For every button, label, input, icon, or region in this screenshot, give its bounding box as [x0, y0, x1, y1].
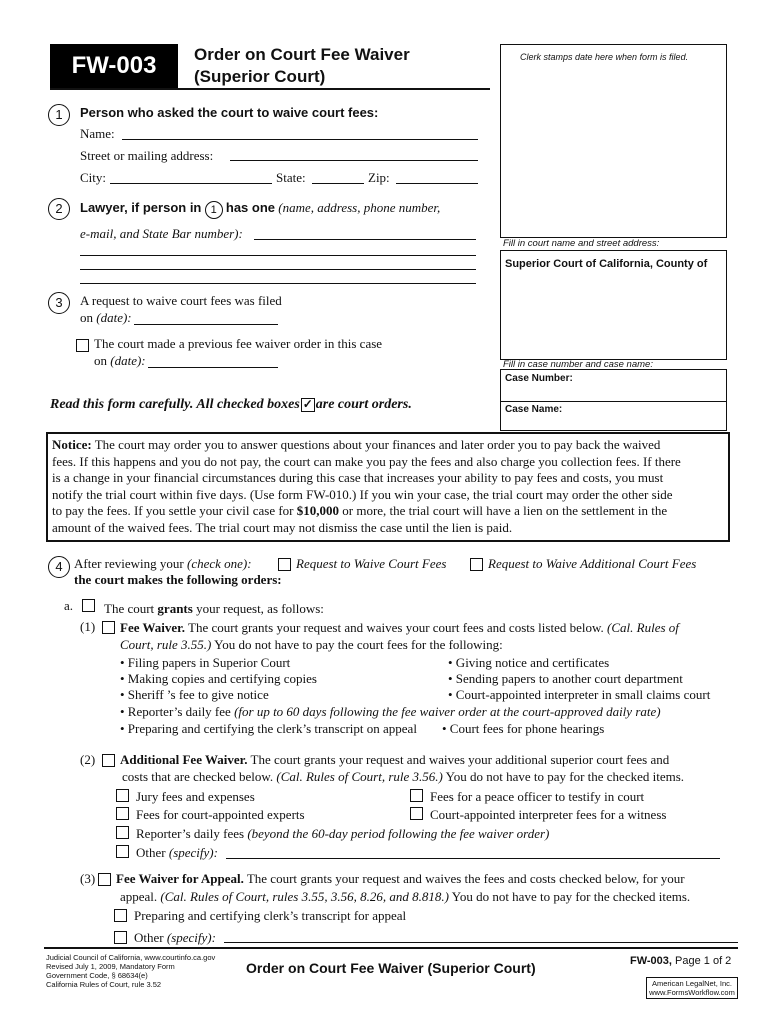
court-fill-label: Fill in court name and street address:: [503, 238, 660, 249]
read-notice: Read this form carefully. All checked boxes ✓ are court orders.: [50, 397, 412, 412]
additional-fee-waiver-checkbox[interactable]: [102, 754, 115, 767]
form-id: FW-003: [71, 52, 157, 79]
fee-waiver-checkbox[interactable]: [102, 621, 115, 634]
grants-text: The court grants your request, as follows:: [104, 601, 324, 616]
legalnet-badge: American LegalNet, Inc. www.FormsWorkflow.com: [646, 977, 738, 999]
lawyer-field-3[interactable]: [80, 269, 476, 270]
additional-fee-line2: costs that are checked below. (Cal. Rules of Court, rule 3.56.) You do not have to pay for the checked items.: [122, 769, 685, 784]
section-4-intro-line2: the court makes the following orders:: [74, 572, 282, 587]
appeal-transcript-label: Preparing and certifying clerk’s transcript for appeal: [134, 908, 407, 923]
filed-date-field[interactable]: [134, 324, 278, 325]
form-id-badge: [50, 44, 178, 88]
fee-waiver-line1: Fee Waiver. The court grants your request and waives your court fees and costs listed below. (Cal. Rules of: [120, 620, 679, 635]
section-3-number: 3: [48, 292, 70, 314]
other-3-label: Other (specify):: [134, 930, 216, 945]
grants-checkbox[interactable]: [82, 599, 95, 612]
peace-officer-checkbox[interactable]: [410, 789, 423, 802]
other-2-checkbox[interactable]: [116, 845, 129, 858]
fee-list-right-3: • Court-appointed interpreter in small claims court: [448, 687, 711, 702]
fee-list-reporter: • Reporter’s daily fee (for up to 60 days following the fee waiver order at the court-approved daily rate): [120, 704, 661, 719]
notice-text: Notice: The court may order you to answer questions about your finances and later order you to pay back the waived fees. If this happens and you do not pay, the court can make you pay the fees and also charge you collection fees. If there is a change in your financial circumstances during this case that increases your ability to pay fees and costs, you must notify the trial court within five days. (Use form FW-010.) If you win your case, the trial court may order the other side to pay the fees. If you settle your civil case for $10,000 or more, the trial court will have a lien on the settlement in the amount of the waived fees. The trial court may not dismiss the case until the lien is paid.: [52, 437, 681, 535]
request-waive-checkbox[interactable]: [278, 558, 291, 571]
section-4-intro: After reviewing your (check one):: [74, 556, 252, 571]
section-3-line1: A request to waive court fees was filed: [80, 293, 282, 308]
lawyer-field-4[interactable]: [80, 283, 476, 284]
request-additional-checkbox[interactable]: [470, 558, 483, 571]
appeal-fee-waiver-checkbox[interactable]: [98, 873, 111, 886]
appeal-fee-line2: appeal. (Cal. Rules of Court, rules 3.55, 3.56, 8.26, and 8.818.) You do not have to pay for the checked items.: [120, 889, 691, 904]
zip-label: Zip:: [368, 170, 390, 185]
city-field[interactable]: [110, 183, 272, 184]
header-rule: [50, 88, 490, 90]
section-4-number: 4: [48, 556, 70, 578]
fee-list-left-2: • Making copies and certifying copies: [120, 671, 317, 686]
other-2-field[interactable]: [226, 858, 720, 859]
court-name: Superior Court of California, County of: [505, 258, 708, 270]
zip-field[interactable]: [396, 183, 478, 184]
reporter-fees-label: Reporter’s daily fees (beyond the 60-day period following the fee waiver order): [136, 826, 550, 841]
footer-title: Order on Court Fee Waiver (Superior Court): [246, 960, 536, 976]
previous-order-line1: The court made a previous fee waiver order in this case: [94, 336, 383, 351]
state-label: State:: [276, 170, 306, 185]
form-title: Order on Court Fee Waiver (Superior Court): [194, 45, 410, 86]
previous-order-checkbox[interactable]: [76, 339, 89, 352]
reporter-fees-checkbox[interactable]: [116, 826, 129, 839]
peace-officer-label: Fees for a peace officer to testify in court: [430, 789, 645, 804]
additional-fee-line1: Additional Fee Waiver. The court grants your request and waives your additional superior court fees and: [120, 752, 670, 767]
experts-label: Fees for court-appointed experts: [136, 807, 305, 822]
state-field[interactable]: [312, 183, 364, 184]
item-3-num: (3): [80, 871, 96, 886]
fee-waiver-line2: Court, rule 3.55.) You do not have to pay the court fees for the following:: [120, 637, 503, 652]
other-3-field[interactable]: [224, 942, 738, 943]
case-fill-label: Fill in case number and case name:: [503, 359, 653, 370]
section-2-heading: Lawyer, if person in 1 has one (name, address, phone number,: [80, 200, 440, 218]
fee-list-left-1: • Filing papers in Superior Court: [120, 655, 291, 670]
fee-list-right-1: • Giving notice and certificates: [448, 655, 610, 670]
checkmark-icon: ✓: [302, 397, 313, 411]
lawyer-field-1[interactable]: [254, 239, 476, 240]
section-3-line2: on (date):: [80, 310, 132, 325]
name-field[interactable]: [122, 139, 478, 140]
appeal-transcript-checkbox[interactable]: [114, 909, 127, 922]
previous-order-date-field[interactable]: [148, 367, 278, 368]
item-2-num: (2): [80, 752, 96, 767]
footer-left: Judicial Council of California, www.courtinfo.ca.gov Revised July 1, 2009, Mandatory Form Government Code, § 68634(e) California Rules of Court, rule 3.52: [46, 953, 216, 989]
section-1-ref: 1: [205, 201, 223, 219]
lawyer-field-2[interactable]: [80, 255, 476, 256]
fee-list-transcript: • Preparing and certifying the clerk’s transcript on appeal: [120, 721, 417, 736]
interpreter-checkbox[interactable]: [410, 807, 423, 820]
other-2-label: Other (specify):: [136, 845, 218, 860]
case-name-label: Case Name:: [505, 404, 563, 415]
item-1-num: (1): [80, 619, 96, 634]
appeal-fee-line1: Fee Waiver for Appeal. The court grants your request and waives the fees and costs checked below, for your: [116, 871, 685, 886]
fee-list-right-2: • Sending papers to another court department: [448, 671, 683, 686]
fee-list-left-3: • Sheriff ’s fee to give notice: [120, 687, 269, 702]
fee-list-phone: • Court fees for phone hearings: [442, 721, 605, 736]
street-field[interactable]: [230, 160, 478, 161]
section-2-number: 2: [48, 198, 70, 220]
clerk-stamp-box: [500, 44, 727, 238]
jury-fees-checkbox[interactable]: [116, 789, 129, 802]
section-2-line2: e-mail, and State Bar number):: [80, 226, 243, 241]
footer-page: FW-003, Page 1 of 2: [630, 955, 732, 967]
experts-checkbox[interactable]: [116, 807, 129, 820]
request-additional-label: Request to Waive Additional Court Fees: [488, 556, 697, 571]
street-label: Street or mailing address:: [80, 148, 214, 163]
city-label: City:: [80, 170, 107, 185]
previous-order-line2: on (date):: [94, 353, 146, 368]
other-3-checkbox[interactable]: [114, 931, 127, 944]
section-1-number: 1: [48, 104, 70, 126]
section-1-heading: Person who asked the court to waive court fees:: [80, 105, 379, 120]
jury-fees-label: Jury fees and expenses: [136, 789, 255, 804]
footer-rule: [44, 947, 738, 949]
name-label: Name:: [80, 126, 115, 141]
request-waive-label: Request to Waive Court Fees: [296, 556, 447, 571]
clerk-stamp-label: Clerk stamps date here when form is filed.: [520, 52, 689, 62]
interpreter-label: Court-appointed interpreter fees for a witness: [430, 807, 667, 822]
item-a-label: a.: [64, 598, 74, 613]
case-number-label: Case Number:: [505, 373, 573, 384]
